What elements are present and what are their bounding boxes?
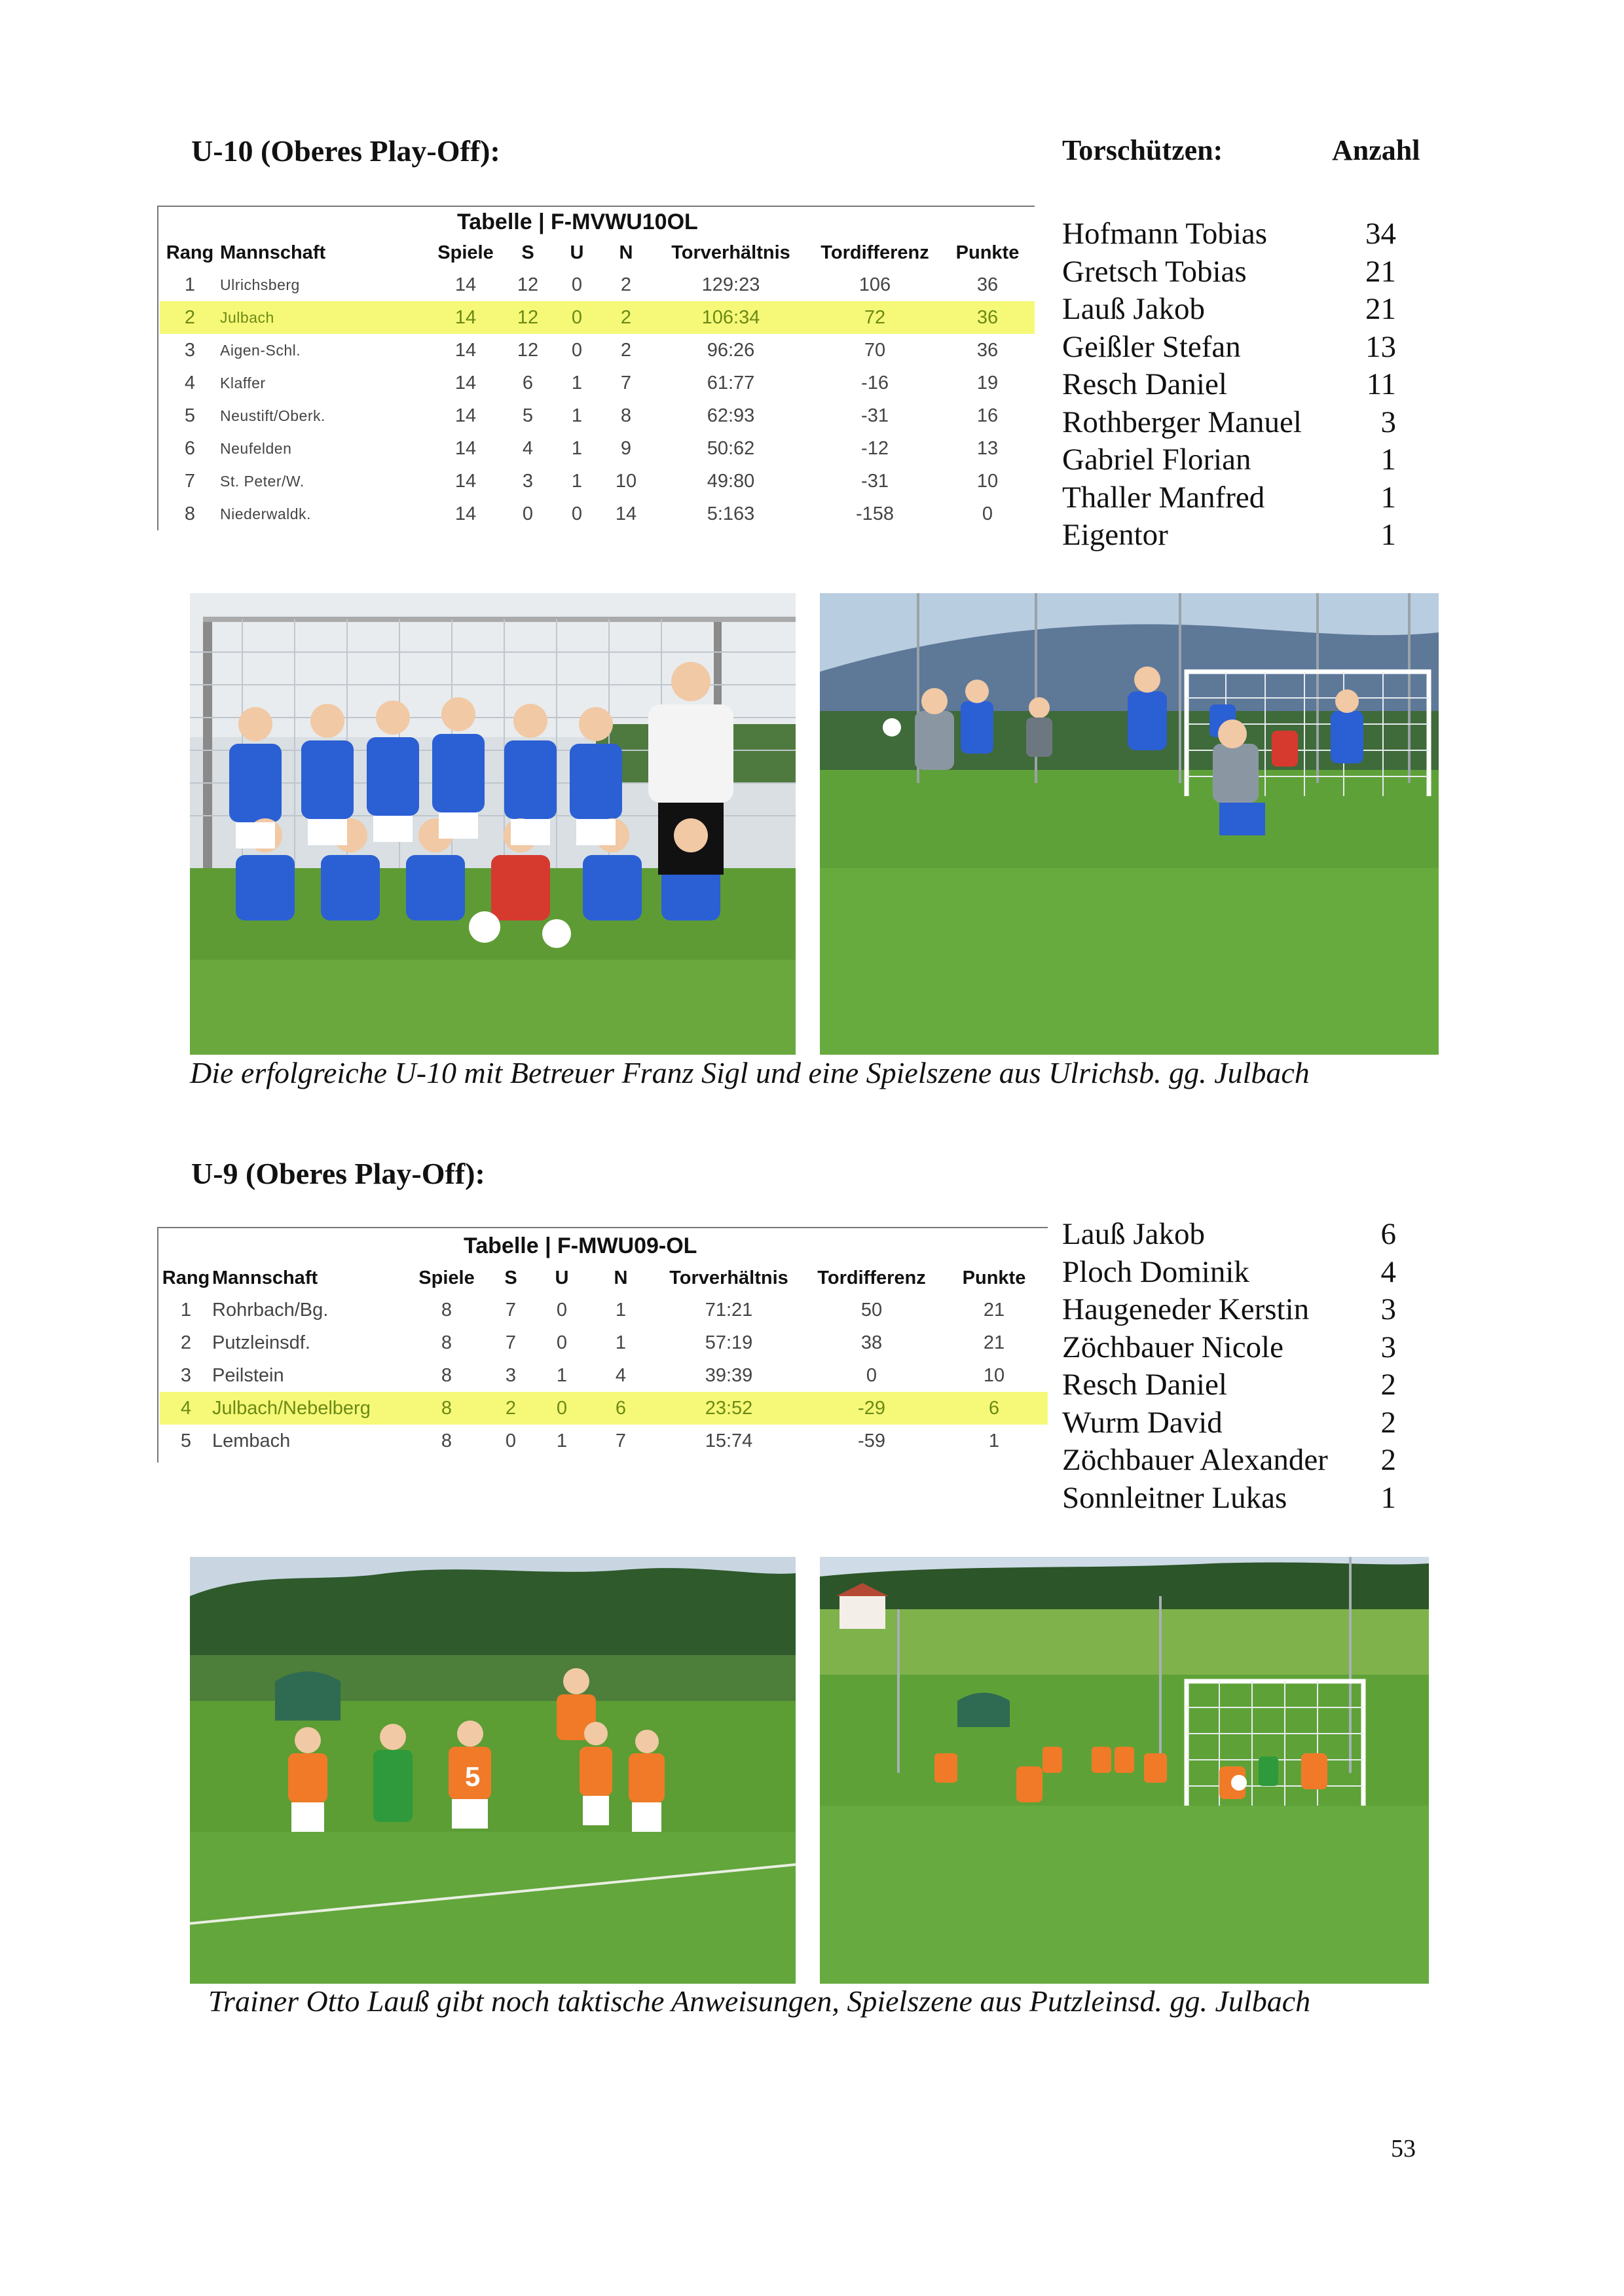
scorer-name: Resch Daniel [1062, 367, 1227, 401]
col-header-team: Mannschaft [220, 242, 326, 263]
cell-losses: 1 [615, 1332, 627, 1353]
cell-wins: 2 [485, 1392, 537, 1425]
col-header-team: Mannschaft [212, 1267, 318, 1288]
cell-losses: 6 [587, 1392, 655, 1425]
cell-team: Ulrichsberg [220, 276, 300, 293]
cell-rank: 3 [184, 339, 196, 361]
cell-team: Peilstein [212, 1364, 284, 1386]
table-row [160, 1294, 1048, 1326]
cell-wins: 12 [502, 301, 554, 334]
cell-team: Neufelden [220, 439, 292, 457]
league-table-grid [160, 237, 1035, 530]
cell-rank: 6 [184, 437, 196, 459]
cell-goal-diff: -16 [861, 372, 889, 393]
col-header-losses: N [619, 242, 633, 263]
scorer-row [1062, 1254, 1403, 1291]
cell-rank: 1 [180, 1299, 192, 1321]
cell-goal-diff: -12 [861, 437, 889, 459]
cell-wins: 7 [505, 1299, 517, 1321]
table-row [160, 1359, 1048, 1392]
col-header-rank: Rang [162, 1267, 210, 1288]
cell-goals: 39:39 [705, 1364, 753, 1386]
cell-goals: 61:77 [707, 372, 755, 393]
u10-section-title: U-10 (Oberes Play-Off): [191, 134, 500, 168]
cell-rank: 5 [180, 1430, 192, 1451]
cell-team: Niederwaldk. [220, 505, 311, 522]
table-row [160, 334, 1035, 367]
cell-wins: 0 [522, 503, 534, 524]
col-header-goal-diff: Tordifferenz [817, 1267, 926, 1288]
cell-games: 14 [454, 405, 477, 426]
cell-goal-diff: 38 [860, 1332, 883, 1353]
cell-losses: 7 [620, 372, 632, 393]
cell-goal-diff: 70 [864, 339, 886, 361]
u10-league-table [157, 203, 1035, 530]
team-photo-u10-image [190, 593, 796, 1055]
scorer-row [1062, 254, 1403, 291]
table-row [160, 301, 1035, 334]
cell-team: Julbach [220, 301, 430, 334]
table-row [160, 432, 1035, 465]
cell-points: 36 [976, 339, 999, 361]
u9-photo-caption: Trainer Otto Lauß gibt noch taktische Anweisungen, Spielszene aus Putzleinsd. gg. Julbach [208, 1984, 1311, 2018]
cell-goals: 15:74 [705, 1430, 753, 1451]
scorer-name: Haugeneder Kerstin [1062, 1292, 1310, 1326]
cell-goals: 23:52 [655, 1392, 803, 1425]
table-row [160, 498, 1035, 530]
cell-points: 36 [940, 301, 1035, 334]
scorer-goals: 21 [1365, 292, 1396, 326]
cell-wins: 12 [517, 274, 539, 295]
table-row [160, 367, 1035, 399]
cell-draws: 0 [556, 1299, 568, 1321]
cell-rank: 4 [184, 372, 196, 393]
scorer-row [1062, 480, 1403, 517]
u9-section-title: U-9 (Oberes Play-Off): [191, 1157, 485, 1190]
scorer-goals: 3 [1380, 1330, 1396, 1364]
table-row [160, 1392, 1048, 1425]
cell-points: 19 [976, 372, 999, 393]
cell-goals: 50:62 [707, 437, 755, 459]
cell-goal-diff: -158 [855, 503, 895, 524]
scorer-name: Wurm David [1062, 1405, 1223, 1440]
scorer-goals: 1 [1380, 518, 1396, 552]
scorer-name: Ploch Dominik [1062, 1254, 1249, 1289]
scorer-row [1062, 291, 1403, 328]
cell-goals: 5:163 [707, 503, 755, 524]
cell-goals: 71:21 [705, 1299, 753, 1321]
col-header-goals: Torverhältnis [669, 1267, 788, 1288]
col-header-points: Punkte [955, 242, 1020, 263]
scorer-name: Hofmann Tobias [1062, 217, 1268, 251]
scorers-heading: Torschützen: [1062, 134, 1223, 166]
match-photo-u10-image [820, 593, 1439, 1055]
cell-games: 8 [441, 1299, 452, 1321]
cell-draws: 0 [571, 339, 583, 361]
cell-games: 14 [454, 470, 477, 492]
cell-rank: 5 [184, 405, 196, 426]
cell-goal-diff: 0 [866, 1364, 877, 1386]
col-header-rank: Rang [166, 242, 214, 263]
cell-goal-diff: -31 [861, 470, 889, 492]
col-header-draws: U [555, 1267, 569, 1288]
scorer-goals: 21 [1365, 254, 1396, 289]
table-header-row [160, 237, 1035, 268]
cell-draws: 1 [571, 405, 583, 426]
col-header-losses: N [614, 1267, 628, 1288]
scorer-row [1062, 1330, 1403, 1366]
table-row [160, 399, 1035, 432]
table-border-left [157, 206, 158, 530]
scorer-row [1062, 216, 1403, 253]
scorer-name: Eigentor [1062, 518, 1168, 552]
scorer-name: Rothberger Manuel [1062, 405, 1302, 439]
cell-losses: 7 [615, 1430, 627, 1451]
match-photo-u9-image [820, 1557, 1429, 1984]
scorer-row [1062, 1367, 1403, 1404]
scorer-row [1062, 1442, 1403, 1479]
cell-points: 0 [982, 503, 993, 524]
scorer-row [1062, 1480, 1403, 1517]
cell-rank: 7 [184, 470, 196, 492]
scorer-name: Thaller Manfred [1062, 480, 1265, 515]
cell-goals: 96:26 [707, 339, 755, 361]
col-header-points: Punkte [962, 1267, 1026, 1288]
scorer-goals: 13 [1365, 329, 1396, 364]
cell-rank: 2 [160, 301, 220, 334]
cell-losses: 9 [620, 437, 632, 459]
col-header-games: Spiele [437, 242, 494, 263]
scorer-row [1062, 405, 1403, 441]
cell-losses: 10 [615, 470, 637, 492]
cell-draws: 1 [556, 1364, 568, 1386]
scorer-name: Geißler Stefan [1062, 329, 1241, 364]
u9-league-table [157, 1224, 1048, 1467]
cell-points: 10 [983, 1364, 1005, 1386]
cell-games: 8 [441, 1364, 452, 1386]
cell-rank: 1 [184, 274, 196, 295]
scorer-name: Sonnleitner Lukas [1062, 1480, 1287, 1515]
table-border-left [157, 1227, 158, 1463]
scorer-row [1062, 1405, 1403, 1442]
table-row [160, 1425, 1048, 1457]
scorer-goals: 2 [1380, 1405, 1396, 1440]
cell-rank: 8 [184, 503, 196, 524]
cell-losses: 1 [615, 1299, 627, 1321]
scorer-name: Gretsch Tobias [1062, 254, 1247, 289]
cell-rank: 4 [160, 1392, 212, 1425]
u9-scorers-list [1062, 1216, 1403, 1531]
cell-wins: 3 [505, 1364, 517, 1386]
scorer-row [1062, 517, 1403, 554]
league-table-grid [160, 1262, 1048, 1457]
table-border-top [157, 1227, 1048, 1228]
match-photo-u10 [820, 593, 1439, 1055]
col-header-games: Spiele [418, 1267, 475, 1288]
cell-draws: 0 [571, 503, 583, 524]
cell-wins: 5 [522, 405, 534, 426]
cell-team: Putzleinsdf. [212, 1332, 310, 1353]
scorer-name: Gabriel Florian [1062, 443, 1251, 477]
cell-points: 16 [976, 405, 999, 426]
scorer-goals: 6 [1380, 1217, 1396, 1251]
cell-points: 21 [983, 1299, 1005, 1321]
scorer-goals: 1 [1380, 1480, 1396, 1515]
col-header-goals: Torverhältnis [671, 242, 790, 263]
scorer-row [1062, 329, 1403, 366]
page-number: 53 [1391, 2135, 1416, 2162]
cell-games: 14 [454, 274, 477, 295]
cell-wins: 7 [505, 1332, 517, 1353]
table-title: Tabelle | F-MVWU10OL [457, 210, 698, 234]
cell-wins: 4 [522, 437, 534, 459]
cell-goal-diff: -29 [803, 1392, 940, 1425]
table-row [160, 1326, 1048, 1359]
cell-losses: 2 [600, 301, 652, 334]
scorer-row [1062, 367, 1403, 403]
cell-team: Aigen-Schl. [220, 341, 301, 359]
cell-games: 14 [454, 372, 477, 393]
scorer-goals: 4 [1380, 1254, 1396, 1289]
u10-scorers-list [1062, 216, 1403, 570]
cell-team: Rohrbach/Bg. [212, 1299, 329, 1321]
cell-losses: 14 [615, 503, 637, 524]
scorer-goals: 2 [1380, 1368, 1396, 1402]
scorer-goals: 2 [1380, 1443, 1396, 1477]
cell-draws: 0 [556, 1332, 568, 1353]
cell-games: 14 [454, 503, 477, 524]
count-heading: Anzahl [1332, 134, 1420, 166]
cell-goals: 129:23 [701, 274, 760, 295]
scorer-row [1062, 442, 1403, 479]
cell-draws: 1 [571, 372, 583, 393]
table-border-top [157, 206, 1035, 207]
cell-team: Klaffer [220, 374, 266, 392]
cell-goals: 49:80 [707, 470, 755, 492]
cell-goal-diff: 50 [860, 1299, 883, 1321]
cell-goals: 62:93 [707, 405, 755, 426]
coach-photo-u9 [190, 1557, 796, 1984]
cell-draws: 1 [571, 470, 583, 492]
cell-points: 6 [940, 1392, 1048, 1425]
cell-draws: 1 [571, 437, 583, 459]
cell-games: 8 [409, 1392, 485, 1425]
cell-wins: 6 [522, 372, 534, 393]
cell-team: Julbach/Nebelberg [212, 1392, 409, 1425]
cell-draws: 1 [556, 1430, 568, 1451]
cell-goals: 106:34 [652, 301, 809, 334]
cell-wins: 3 [522, 470, 534, 492]
cell-points: 13 [976, 437, 999, 459]
cell-draws: 0 [571, 274, 583, 295]
scorer-goals: 3 [1380, 1292, 1396, 1326]
scorer-name: Resch Daniel [1062, 1368, 1227, 1402]
cell-losses: 4 [615, 1364, 627, 1386]
scorer-name: Zöchbauer Alexander [1062, 1443, 1328, 1477]
col-header-draws: U [570, 242, 584, 263]
cell-games: 14 [454, 339, 477, 361]
col-header-goal-diff: Tordifferenz [821, 242, 929, 263]
cell-wins: 12 [517, 339, 539, 361]
col-header-wins: S [521, 242, 534, 263]
cell-rank: 3 [180, 1364, 192, 1386]
table-title: Tabelle | F-MWU09-OL [464, 1233, 697, 1258]
cell-points: 21 [983, 1332, 1005, 1353]
u10-photo-caption: Die erfolgreiche U-10 mit Betreuer Franz Sigl und eine Spielszene aus Ulrichsb. gg. Julbach [190, 1056, 1310, 1089]
match-photo-u9 [820, 1557, 1429, 1984]
cell-team: Neustift/Oberk. [220, 407, 325, 424]
scorer-goals: 1 [1380, 480, 1396, 515]
cell-team: St. Peter/W. [220, 472, 304, 490]
cell-rank: 2 [180, 1332, 192, 1353]
cell-wins: 0 [505, 1430, 517, 1451]
cell-team: Lembach [212, 1430, 291, 1451]
table-header-row [160, 1262, 1048, 1294]
svg-text:5: 5 [465, 1761, 481, 1792]
cell-points: 10 [976, 470, 999, 492]
coach-photo-u9-image [190, 1557, 796, 1984]
scorer-name: Zöchbauer Nicole [1062, 1330, 1283, 1364]
cell-games: 8 [441, 1332, 452, 1353]
team-photo-u10 [190, 593, 796, 1055]
cell-goal-diff: 106 [858, 274, 891, 295]
scorer-goals: 3 [1380, 405, 1396, 439]
cell-goal-diff: -59 [858, 1430, 885, 1451]
cell-points: 1 [988, 1430, 1000, 1451]
cell-games: 8 [441, 1430, 452, 1451]
scorer-goals: 11 [1366, 367, 1396, 401]
cell-draws: 0 [554, 301, 600, 334]
cell-draws: 0 [537, 1392, 587, 1425]
cell-goal-diff: -31 [861, 405, 889, 426]
col-header-wins: S [504, 1267, 517, 1288]
cell-games: 14 [430, 301, 502, 334]
scorer-row [1062, 1292, 1403, 1328]
cell-losses: 2 [620, 339, 632, 361]
scorer-row [1062, 1216, 1403, 1253]
cell-goal-diff: 72 [809, 301, 940, 334]
table-row [160, 465, 1035, 498]
cell-losses: 8 [620, 405, 632, 426]
cell-goals: 57:19 [705, 1332, 753, 1353]
scorer-goals: 34 [1365, 217, 1396, 251]
scorer-name: Lauß Jakob [1062, 1217, 1205, 1251]
scorer-name: Lauß Jakob [1062, 292, 1205, 326]
scorer-goals: 1 [1380, 443, 1396, 477]
cell-games: 14 [454, 437, 477, 459]
cell-losses: 2 [620, 274, 632, 295]
cell-points: 36 [976, 274, 999, 295]
table-row [160, 268, 1035, 301]
